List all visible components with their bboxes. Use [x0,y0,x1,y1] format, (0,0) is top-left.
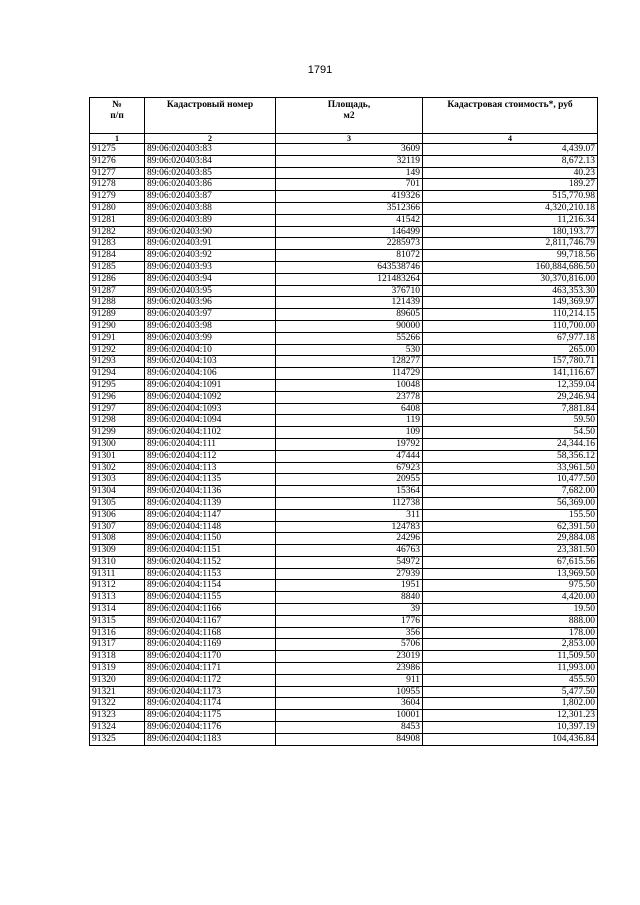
row-number-cell: 91286 [90,273,145,285]
column-number: 3 [276,134,423,144]
table-row [90,462,598,474]
row-number-cell: 91290 [90,320,145,332]
area-cell: 376710 [276,285,423,297]
row-number-cell: 91282 [90,226,145,238]
cadastral-value-cell: 19.50 [423,604,598,616]
area-cell: 5706 [276,639,423,651]
area-cell: 23019 [276,651,423,663]
area-cell: 701 [276,179,423,191]
row-number-cell: 91299 [90,427,145,439]
area-cell: 3512366 [276,202,423,214]
cadastral-value-cell: 104,436.84 [423,733,598,745]
row-number-cell: 91283 [90,238,145,250]
cadastral-number-cell: 89:06:020403:97 [145,309,276,321]
cadastral-number-cell: 89:06:020404:1174 [145,698,276,710]
area-cell: 24296 [276,533,423,545]
cadastral-number-cell: 89:06:020403:86 [145,179,276,191]
table-row [90,521,598,533]
table-row [90,545,598,557]
cadastral-number-cell: 89:06:020404:1175 [145,710,276,722]
cadastral-number-cell: 89:06:020404:1147 [145,509,276,521]
cadastral-number-cell: 89:06:020404:1173 [145,686,276,698]
row-number-cell: 91311 [90,568,145,580]
cadastral-value-cell: 7,881.84 [423,403,598,415]
area-cell: 90000 [276,320,423,332]
cadastral-number-cell: 89:06:020403:85 [145,167,276,179]
area-cell: 1776 [276,615,423,627]
table-row [90,250,598,262]
cadastral-number-cell: 89:06:020404:112 [145,450,276,462]
row-number-cell: 91287 [90,285,145,297]
row-number-cell: 91308 [90,533,145,545]
cadastral-number-cell: 89:06:020403:99 [145,332,276,344]
cadastral-value-cell: 56,369.00 [423,497,598,509]
header-row-number: № п/п [90,98,145,134]
area-cell: 20955 [276,474,423,486]
header-area: Площадь, м2 [276,98,423,134]
row-number-cell: 91297 [90,403,145,415]
area-cell: 114729 [276,368,423,380]
area-cell: 311 [276,509,423,521]
area-cell: 911 [276,674,423,686]
table-row [90,155,598,167]
area-cell: 124783 [276,521,423,533]
cadastral-value-cell: 99,718.56 [423,250,598,262]
row-number-cell: 91289 [90,309,145,321]
cadastral-value-cell: 157,780.71 [423,356,598,368]
table-row [90,580,598,592]
cadastral-number-cell: 89:06:020404:10 [145,344,276,356]
cadastral-number-cell: 89:06:020403:89 [145,214,276,226]
cadastral-value-cell: 4,420.00 [423,592,598,604]
table-row [90,261,598,273]
row-number-cell: 91275 [90,144,145,156]
cadastral-value-cell: 13,969.50 [423,568,598,580]
table-body [90,144,598,746]
cadastral-value-cell: 67,615.56 [423,556,598,568]
area-cell: 10001 [276,710,423,722]
cadastral-number-cell: 89:06:020403:84 [145,155,276,167]
row-number-cell: 91296 [90,391,145,403]
cadastral-value-cell: 265.00 [423,344,598,356]
table-row [90,144,598,156]
cadastral-number-cell: 89:06:020404:1136 [145,486,276,498]
area-cell: 32119 [276,155,423,167]
cadastral-value-cell: 30,370,816.00 [423,273,598,285]
cadastral-number-cell: 89:06:020403:88 [145,202,276,214]
area-cell: 8453 [276,722,423,734]
table-row [90,722,598,734]
cadastral-number-cell: 89:06:020404:1168 [145,627,276,639]
cadastral-number-cell: 89:06:020404:1135 [145,474,276,486]
row-number-cell: 91324 [90,722,145,734]
table-row [90,627,598,639]
area-cell: 46763 [276,545,423,557]
cadastral-number-cell: 89:06:020404:1154 [145,580,276,592]
table-row [90,167,598,179]
row-number-cell: 91306 [90,509,145,521]
area-cell: 3609 [276,144,423,156]
area-cell: 530 [276,344,423,356]
row-number-cell: 91321 [90,686,145,698]
cadastral-value-cell: 110,214.15 [423,309,598,321]
cadastral-number-cell: 89:06:020403:95 [145,285,276,297]
table-row [90,191,598,203]
cadastral-number-cell: 89:06:020404:113 [145,462,276,474]
table-row [90,556,598,568]
cadastral-value-cell: 2,853.00 [423,639,598,651]
cadastral-value-cell: 189.27 [423,179,598,191]
table-row [90,686,598,698]
area-cell: 23778 [276,391,423,403]
cadastral-number-cell: 89:06:020404:1166 [145,604,276,616]
row-number-cell: 91276 [90,155,145,167]
table-row [90,202,598,214]
cadastral-number-cell: 89:06:020404:1170 [145,651,276,663]
area-cell: 10048 [276,379,423,391]
column-number-row [90,134,598,144]
table-row [90,639,598,651]
table-row [90,403,598,415]
cadastral-number-cell: 89:06:020404:1155 [145,592,276,604]
cadastral-number-cell: 89:06:020404:1091 [145,379,276,391]
row-number-cell: 91307 [90,521,145,533]
table-row [90,438,598,450]
row-number-cell: 91293 [90,356,145,368]
cadastral-number-cell: 89:06:020404:111 [145,438,276,450]
table-row [90,568,598,580]
area-cell: 8840 [276,592,423,604]
table-row [90,486,598,498]
area-cell: 81072 [276,250,423,262]
table-row [90,332,598,344]
table-row [90,592,598,604]
area-cell: 146499 [276,226,423,238]
cadastral-number-cell: 89:06:020404:1092 [145,391,276,403]
row-number-cell: 91301 [90,450,145,462]
area-cell: 67923 [276,462,423,474]
row-number-cell: 91322 [90,698,145,710]
area-cell: 2285973 [276,238,423,250]
cadastral-number-cell: 89:06:020404:1151 [145,545,276,557]
area-cell: 23986 [276,663,423,675]
cadastral-value-cell: 58,356.12 [423,450,598,462]
area-cell: 121439 [276,297,423,309]
cadastral-number-cell: 89:06:020403:98 [145,320,276,332]
cadastral-value-cell: 59.50 [423,415,598,427]
cadastral-value-cell: 23,381.50 [423,545,598,557]
header-cadastral-value: Кадастровая стоимость*, руб [423,98,598,134]
row-number-cell: 91315 [90,615,145,627]
page-number: 1791 [307,64,333,76]
area-cell: 47444 [276,450,423,462]
row-number-cell: 91300 [90,438,145,450]
table-row [90,427,598,439]
column-number: 4 [423,134,598,144]
table-row [90,651,598,663]
table-row [90,238,598,250]
table-row [90,604,598,616]
table-row [90,309,598,321]
cadastral-value-cell: 10,477.50 [423,474,598,486]
cadastral-value-cell: 888.00 [423,615,598,627]
row-number-cell: 91292 [90,344,145,356]
area-cell: 54972 [276,556,423,568]
cadastral-value-cell: 180,193.77 [423,226,598,238]
table-row [90,297,598,309]
area-cell: 1951 [276,580,423,592]
table-row [90,226,598,238]
row-number-cell: 91323 [90,710,145,722]
cadastral-table [89,97,598,746]
cadastral-value-cell: 7,682.00 [423,486,598,498]
area-cell: 89605 [276,309,423,321]
table-row [90,356,598,368]
table-row [90,320,598,332]
row-number-cell: 91309 [90,545,145,557]
cadastral-number-cell: 89:06:020404:1172 [145,674,276,686]
table-row [90,533,598,545]
row-number-cell: 91291 [90,332,145,344]
row-number-cell: 91305 [90,497,145,509]
cadastral-number-cell: 89:06:020404:1152 [145,556,276,568]
row-number-cell: 91284 [90,250,145,262]
cadastral-value-cell: 975.50 [423,580,598,592]
cadastral-number-cell: 89:06:020403:87 [145,191,276,203]
area-cell: 6408 [276,403,423,415]
area-cell: 3604 [276,698,423,710]
row-number-cell: 91295 [90,379,145,391]
cadastral-value-cell: 1,802.00 [423,698,598,710]
table-row [90,285,598,297]
table-row [90,474,598,486]
table-row [90,509,598,521]
cadastral-value-cell: 11,216.34 [423,214,598,226]
cadastral-value-cell: 67,977.18 [423,332,598,344]
row-number-cell: 91313 [90,592,145,604]
row-number-cell: 91310 [90,556,145,568]
area-cell: 121483264 [276,273,423,285]
area-cell: 109 [276,427,423,439]
cadastral-value-cell: 178.00 [423,627,598,639]
row-number-cell: 91325 [90,733,145,745]
cadastral-number-cell: 89:06:020404:1171 [145,663,276,675]
table-row [90,710,598,722]
row-number-cell: 91294 [90,368,145,380]
cadastral-value-cell: 155.50 [423,509,598,521]
cadastral-value-cell: 5,477.50 [423,686,598,698]
cadastral-value-cell: 141,116.67 [423,368,598,380]
area-cell: 119 [276,415,423,427]
table-row [90,415,598,427]
row-number-cell: 91288 [90,297,145,309]
row-number-cell: 91304 [90,486,145,498]
row-number-cell: 91277 [90,167,145,179]
row-number-cell: 91318 [90,651,145,663]
cadastral-value-cell: 455.50 [423,674,598,686]
cadastral-number-cell: 89:06:020403:96 [145,297,276,309]
row-number-cell: 91278 [90,179,145,191]
cadastral-number-cell: 89:06:020403:94 [145,273,276,285]
cadastral-number-cell: 89:06:020404:1167 [145,615,276,627]
area-cell: 19792 [276,438,423,450]
area-cell: 112738 [276,497,423,509]
table-row [90,368,598,380]
cadastral-number-cell: 89:06:020404:1150 [145,533,276,545]
row-number-cell: 91320 [90,674,145,686]
cadastral-number-cell: 89:06:020403:90 [145,226,276,238]
cadastral-number-cell: 89:06:020403:93 [145,261,276,273]
table-row [90,179,598,191]
area-cell: 643538746 [276,261,423,273]
cadastral-value-cell: 515,770.98 [423,191,598,203]
cadastral-value-cell: 40.23 [423,167,598,179]
cadastral-number-cell: 89:06:020404:106 [145,368,276,380]
cadastral-number-cell: 89:06:020403:83 [145,144,276,156]
cadastral-value-cell: 160,884,686.50 [423,261,598,273]
cadastral-number-cell: 89:06:020403:92 [145,250,276,262]
row-number-cell: 91316 [90,627,145,639]
row-number-cell: 91280 [90,202,145,214]
cadastral-number-cell: 89:06:020404:1139 [145,497,276,509]
cadastral-value-cell: 29,884.08 [423,533,598,545]
cadastral-number-cell: 89:06:020404:103 [145,356,276,368]
row-number-cell: 91314 [90,604,145,616]
column-number: 1 [90,134,145,144]
cadastral-value-cell: 54.50 [423,427,598,439]
cadastral-number-cell: 89:06:020404:1153 [145,568,276,580]
area-cell: 41542 [276,214,423,226]
cadastral-value-cell: 24,344.16 [423,438,598,450]
cadastral-value-cell: 463,353.30 [423,285,598,297]
table-row [90,344,598,356]
cadastral-value-cell: 2,811,746.79 [423,238,598,250]
cadastral-number-cell: 89:06:020404:1093 [145,403,276,415]
table-row [90,214,598,226]
cadastral-value-cell: 12,301.23 [423,710,598,722]
table-row [90,674,598,686]
row-number-cell: 91285 [90,261,145,273]
table-row [90,663,598,675]
cadastral-number-cell: 89:06:020404:1102 [145,427,276,439]
table-row [90,391,598,403]
area-cell: 15364 [276,486,423,498]
area-cell: 149 [276,167,423,179]
row-number-cell: 91303 [90,474,145,486]
table-row [90,273,598,285]
cadastral-value-cell: 10,397.19 [423,722,598,734]
cadastral-value-cell: 12,359.04 [423,379,598,391]
row-number-cell: 91302 [90,462,145,474]
table-row [90,450,598,462]
cadastral-value-cell: 4,320,210.18 [423,202,598,214]
table-row [90,497,598,509]
cadastral-value-cell: 29,246.94 [423,391,598,403]
cadastral-value-cell: 110,700.00 [423,320,598,332]
table-header-row [90,98,598,134]
cadastral-value-cell: 33,961.50 [423,462,598,474]
table-row [90,615,598,627]
area-cell: 39 [276,604,423,616]
row-number-cell: 91312 [90,580,145,592]
cadastral-value-cell: 11,993.00 [423,663,598,675]
cadastral-value-cell: 11,509.50 [423,651,598,663]
header-cadastral-number: Кадастровый номер [145,98,276,134]
row-number-cell: 91298 [90,415,145,427]
area-cell: 55266 [276,332,423,344]
area-cell: 84908 [276,733,423,745]
area-cell: 27939 [276,568,423,580]
cadastral-number-cell: 89:06:020404:1183 [145,733,276,745]
cadastral-value-cell: 8,672.13 [423,155,598,167]
cadastral-number-cell: 89:06:020403:91 [145,238,276,250]
row-number-cell: 91319 [90,663,145,675]
area-cell: 419326 [276,191,423,203]
area-cell: 128277 [276,356,423,368]
area-cell: 356 [276,627,423,639]
cadastral-number-cell: 89:06:020404:1148 [145,521,276,533]
cadastral-number-cell: 89:06:020404:1094 [145,415,276,427]
area-cell: 10955 [276,686,423,698]
cadastral-number-cell: 89:06:020404:1169 [145,639,276,651]
table-row [90,733,598,745]
row-number-cell: 91279 [90,191,145,203]
table-row [90,379,598,391]
cadastral-value-cell: 149,369.97 [423,297,598,309]
cadastral-number-cell: 89:06:020404:1176 [145,722,276,734]
row-number-cell: 91281 [90,214,145,226]
row-number-cell: 91317 [90,639,145,651]
table-row [90,698,598,710]
cadastral-value-cell: 4,439.07 [423,144,598,156]
column-number: 2 [145,134,276,144]
cadastral-value-cell: 62,391.50 [423,521,598,533]
